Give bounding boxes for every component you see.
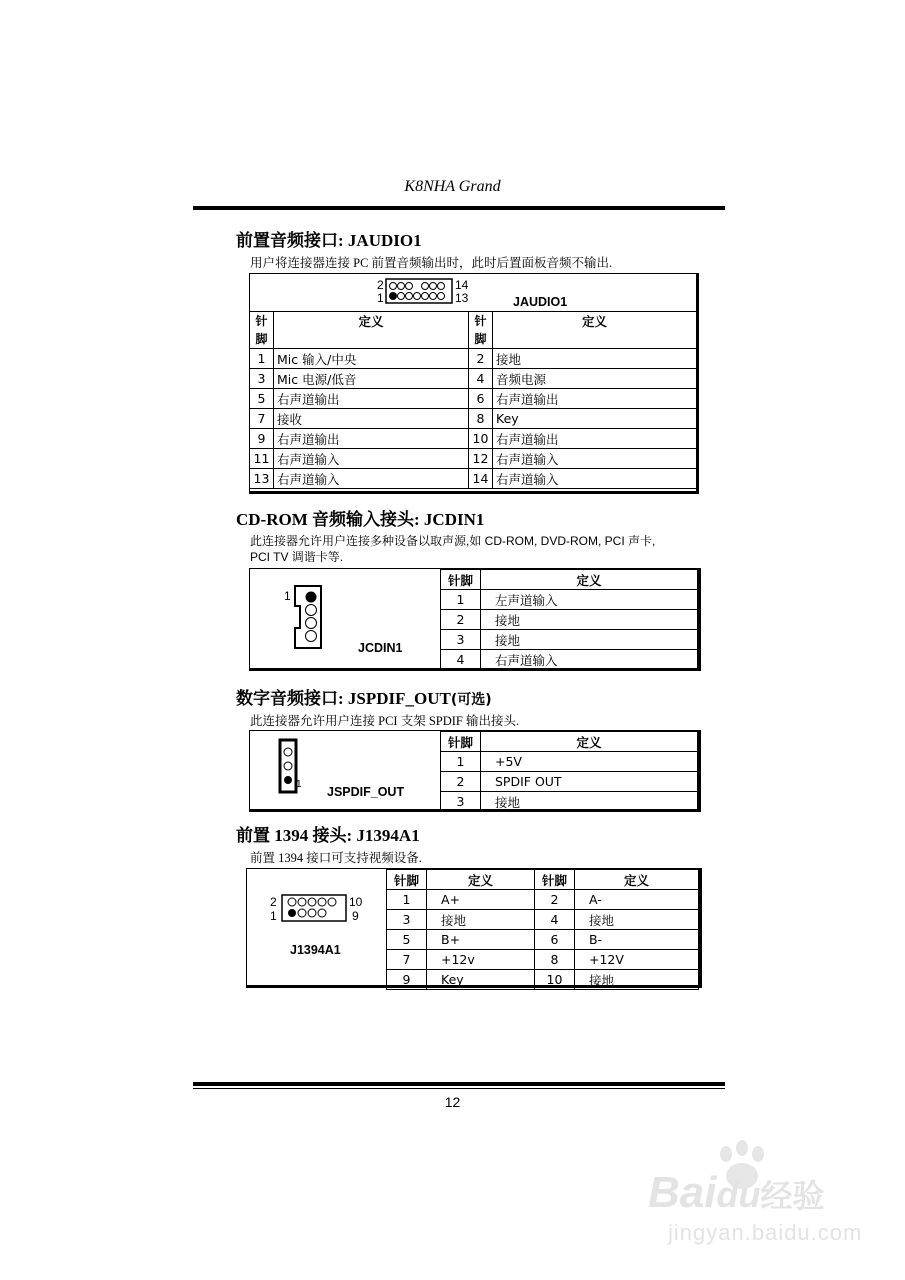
j1394-desc: 前置 1394 接口可支持视频设备. xyxy=(250,851,422,865)
pin-number: 2 xyxy=(441,772,481,792)
pin-number: 7 xyxy=(387,950,427,970)
pin-definition: 右声道输入 xyxy=(493,449,697,469)
pin-definition: 接收 xyxy=(274,409,469,429)
pin-header: 针脚 xyxy=(441,570,481,590)
jaudio-pin-label-1: 1 xyxy=(377,291,384,305)
pin-definition: 接地 xyxy=(493,349,697,369)
table-header-row xyxy=(441,732,698,752)
jaudio-connector-label: JAUDIO1 xyxy=(513,295,568,309)
j1394-pin-label-2: 2 xyxy=(270,895,277,909)
pin-header: 针脚 xyxy=(441,732,481,752)
jcdin-title: CD-ROM 音频输入接头: JCDIN1 xyxy=(236,510,485,529)
table-row xyxy=(250,429,697,449)
jaudio-desc: 用户将连接器连接 PC 前置音频输出时，此时后置面板音频不输出. xyxy=(250,256,613,270)
pin-number: 4 xyxy=(469,369,493,389)
pin-number: 13 xyxy=(250,469,274,489)
pin-number: 3 xyxy=(441,630,481,650)
table-row xyxy=(387,930,699,950)
watermark-url: jingyan.baidu.com xyxy=(668,1220,863,1245)
def-header: 定义 xyxy=(481,732,698,752)
pin-number: 9 xyxy=(387,970,427,990)
pin-definition: SPDIF OUT xyxy=(481,772,698,792)
j1394-title: 前置 1394 接头: J1394A1 xyxy=(236,826,420,845)
watermark-brand xyxy=(648,1168,824,1218)
pin-number: 11 xyxy=(250,449,274,469)
jcdin-desc-line1: 此连接器允许用户连接多种设备以取声源,如 CD-ROM, DVD-ROM, PCI 声卡, xyxy=(250,534,656,548)
table-row xyxy=(441,590,698,610)
pin-number: 6 xyxy=(469,389,493,409)
pin-definition: +5V xyxy=(481,752,698,772)
pin-definition: 接地 xyxy=(481,792,698,812)
table-row xyxy=(441,752,698,772)
pin-number: 8 xyxy=(535,950,575,970)
j1394-pin-label-10: 10 xyxy=(349,895,363,909)
table-row xyxy=(250,409,697,429)
pin-definition: Key xyxy=(493,409,697,429)
table-row xyxy=(387,890,699,910)
pin-definition: 接地 xyxy=(481,610,698,630)
def-header: 定义 xyxy=(493,312,697,349)
footer-rule-thick xyxy=(193,1082,725,1086)
pin-number: 3 xyxy=(387,910,427,930)
table-row xyxy=(387,970,699,990)
pin-definition: 接地 xyxy=(575,970,699,990)
pin-definition: A- xyxy=(575,890,699,910)
pin-number: 1 xyxy=(250,349,274,369)
pin-definition: 右声道输出 xyxy=(274,429,469,449)
pin-number: 9 xyxy=(250,429,274,449)
pin-header: 针脚 xyxy=(255,314,268,346)
pin-definition: B+ xyxy=(427,930,535,950)
pin-definition: 接地 xyxy=(575,910,699,930)
pin-number: 14 xyxy=(469,469,493,489)
pin-header: 针脚 xyxy=(387,870,427,890)
table-row xyxy=(250,369,697,389)
pin-definition: Key xyxy=(427,970,535,990)
jaudio-pin-table xyxy=(249,311,697,489)
table-row xyxy=(250,349,697,369)
pin-number: 2 xyxy=(441,610,481,630)
pin-definition: B- xyxy=(575,930,699,950)
jcdin-connector-icon xyxy=(293,584,323,650)
pin-number: 1 xyxy=(441,752,481,772)
jcdin-desc-line2: PCI TV 调谐卡等. xyxy=(250,550,344,564)
footer-rule-thin xyxy=(193,1088,725,1089)
j1394-connector-label: J1394A1 xyxy=(290,943,341,957)
pin-number: 10 xyxy=(535,970,575,990)
jspdif-connector-label: JSPDIF_OUT xyxy=(327,785,405,799)
watermark-brand-bai: Bai xyxy=(648,1168,717,1217)
table-row xyxy=(250,389,697,409)
j1394-pin-label-1: 1 xyxy=(270,909,277,923)
def-header: 定义 xyxy=(427,870,535,890)
jaudio-connector-icon xyxy=(385,278,453,304)
jaudio-title: 前置音频接口: JAUDIO1 xyxy=(236,231,422,250)
table-row xyxy=(441,650,698,670)
pin-definition: Mic 输入/中央 xyxy=(274,349,469,369)
jspdif-pin-table xyxy=(440,731,698,812)
pin-definition: 右声道输入 xyxy=(481,650,698,670)
pin-definition: 右声道输出 xyxy=(493,429,697,449)
jcdin-pin-label-1: 1 xyxy=(284,589,291,603)
table-header-row xyxy=(250,312,697,349)
pin-number: 2 xyxy=(535,890,575,910)
jaudio-pin-label-2: 2 xyxy=(377,278,384,292)
jaudio-pin-label-13: 13 xyxy=(455,291,469,305)
table-row xyxy=(250,449,697,469)
jcdin-connector-label: JCDIN1 xyxy=(358,641,403,655)
pin-header: 针脚 xyxy=(474,314,487,346)
pin-number: 4 xyxy=(441,650,481,670)
table-row xyxy=(441,610,698,630)
pin-definition: A+ xyxy=(427,890,535,910)
def-header: 定义 xyxy=(274,312,469,349)
pin-number: 1 xyxy=(441,590,481,610)
pin-number: 10 xyxy=(469,429,493,449)
pin-definition: 右声道输入 xyxy=(274,469,469,489)
table-header-row xyxy=(387,870,699,890)
table-row xyxy=(387,950,699,970)
pin-definition: 接地 xyxy=(481,630,698,650)
jcdin-pin-table xyxy=(440,569,698,670)
table-row xyxy=(441,772,698,792)
jspdif-desc: 此连接器允许用户连接 PCI 支架 SPDIF 输出接头. xyxy=(250,714,520,728)
table-row xyxy=(441,630,698,650)
pin-number: 4 xyxy=(535,910,575,930)
def-header: 定义 xyxy=(575,870,699,890)
jspdif-title-text: 数字音频接口: JSPDIF_OUT xyxy=(236,689,451,708)
pin-number: 5 xyxy=(250,389,274,409)
jspdif-title xyxy=(236,684,492,709)
pin-definition: 右声道输出 xyxy=(493,389,697,409)
pin-definition: 右声道输入 xyxy=(493,469,697,489)
watermark-brand-cn: 经验 xyxy=(760,1178,825,1214)
pin-number: 1 xyxy=(387,890,427,910)
pin-definition: Mic 电源/低音 xyxy=(274,369,469,389)
pin-number: 5 xyxy=(387,930,427,950)
jspdif-title-suffix: (可选) xyxy=(450,692,492,708)
jaudio-pin-label-14: 14 xyxy=(455,278,469,292)
pin-number: 3 xyxy=(441,792,481,812)
def-header: 定义 xyxy=(481,570,698,590)
pin-number: 2 xyxy=(469,349,493,369)
pin-number: 6 xyxy=(535,930,575,950)
pin-number: 8 xyxy=(469,409,493,429)
j1394-connector-icon xyxy=(281,894,347,922)
pin-number: 3 xyxy=(250,369,274,389)
pin-number: 12 xyxy=(469,449,493,469)
header-rule xyxy=(193,206,725,210)
j1394-pin-label-9: 9 xyxy=(352,909,359,923)
pin-definition: 左声道输入 xyxy=(481,590,698,610)
pin-definition: 音频电源 xyxy=(493,369,697,389)
jspdif-pin-label-1: 1 xyxy=(296,779,302,790)
pin-definition: 接地 xyxy=(427,910,535,930)
pin-definition: 右声道输出 xyxy=(274,389,469,409)
page-number: 12 xyxy=(444,1094,461,1110)
pin-number: 7 xyxy=(250,409,274,429)
pin-definition: +12v xyxy=(427,950,535,970)
table-header-row xyxy=(441,570,698,590)
pin-definition: 右声道输入 xyxy=(274,449,469,469)
pin-header: 针脚 xyxy=(535,870,575,890)
table-row xyxy=(441,792,698,812)
page-header-title: K8NHA Grand xyxy=(404,178,501,195)
pin-definition: +12V xyxy=(575,950,699,970)
table-row xyxy=(387,910,699,930)
j1394-pin-table xyxy=(386,869,699,990)
watermark-brand-du: du xyxy=(716,1174,761,1215)
table-row xyxy=(250,469,697,489)
